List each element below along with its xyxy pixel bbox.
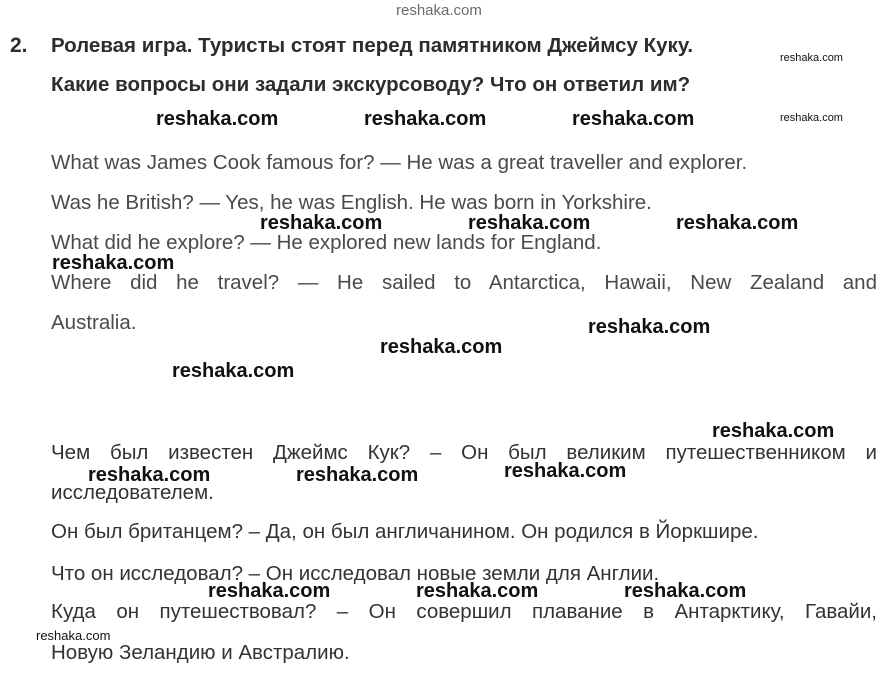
watermark: reshaka.com [468, 212, 591, 234]
english-line-5: Australia. [51, 311, 137, 334]
watermark: reshaka.com [52, 252, 175, 274]
watermark: reshaka.com [676, 212, 799, 234]
watermark: reshaka.com [88, 464, 211, 486]
english-line-2: Was he British? — Yes, he was English. He was born in Yorkshire. [51, 191, 652, 214]
watermark: reshaka.com [780, 52, 843, 64]
watermark: reshaka.com [380, 336, 503, 358]
watermark: reshaka.com [588, 316, 711, 338]
russian-line-2: исследователем. [51, 481, 214, 504]
russian-line-4: Что он исследовал? – Он исследовал новые земли для Англии. [51, 562, 660, 585]
english-line-3: What did he explore? — He explored new lands for England. [51, 231, 602, 254]
russian-line-6: Новую Зеландию и Австралию. [51, 641, 350, 664]
task-title-line-2: Какие вопросы они задали экскурсоводу? Что он ответил им? [51, 73, 691, 96]
task-title-line-1: Ролевая игра. Туристы стоят перед памятником Джеймсу Куку. [51, 34, 694, 57]
english-line-4: Where did he travel? — He sailed to Antarctica, Hawaii, New Zealand and [51, 271, 877, 294]
watermark: reshaka.com [364, 108, 487, 130]
watermark: reshaka.com [156, 108, 279, 130]
russian-line-1: Чем был известен Джеймс Кук? – Он был великим путешественником и [51, 441, 877, 464]
watermark: reshaka.com [712, 420, 835, 442]
watermark: reshaka.com [208, 580, 331, 602]
watermark: reshaka.com [172, 360, 295, 382]
watermark: reshaka.com [36, 628, 111, 643]
watermark: reshaka.com [260, 212, 383, 234]
watermark: reshaka.com [572, 108, 695, 130]
russian-line-5: Куда он путешествовал? – Он совершил плавание в Антарктику, Гавайи, [51, 600, 877, 623]
english-line-1: What was James Cook famous for? — He was a great traveller and explorer. [51, 151, 748, 174]
watermark: reshaka.com [504, 460, 627, 482]
header-watermark: reshaka.com [396, 2, 482, 19]
watermark: reshaka.com [780, 112, 843, 124]
watermark: reshaka.com [416, 580, 539, 602]
watermark: reshaka.com [296, 464, 419, 486]
watermark: reshaka.com [624, 580, 747, 602]
russian-line-3: Он был британцем? – Да, он был англичанином. Он родился в Йоркшире. [51, 520, 759, 543]
task-number: 2. [10, 34, 28, 57]
